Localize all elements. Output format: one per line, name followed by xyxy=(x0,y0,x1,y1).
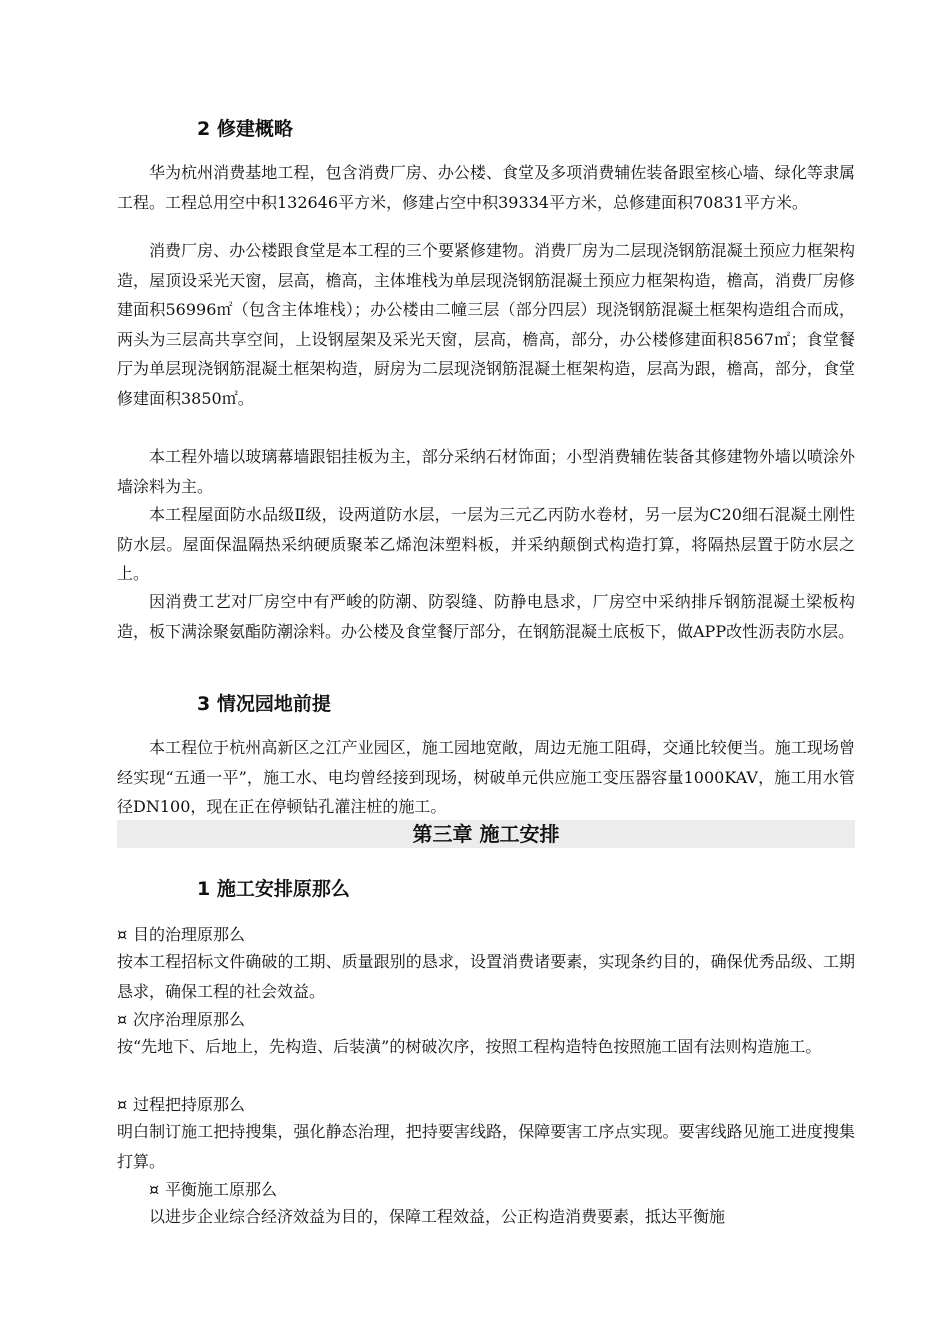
bullet-icon: ¤ xyxy=(117,1010,128,1029)
chapter-heading-bar: 第三章 施工安排 xyxy=(117,820,855,848)
principle-heading-label: 平衡施工原那么 xyxy=(165,1180,278,1199)
principle-text-sequence: 按“先地下、后地上，先构造、后装潢”的树破次序，按照工程构造特色按照施工固有法则构造施工。 xyxy=(117,1037,822,1056)
section-title-overview: 2 修建概略 xyxy=(197,118,293,140)
principle-heading-label: 次序治理原那么 xyxy=(133,1010,246,1029)
bullet-icon: ¤ xyxy=(117,1095,128,1114)
principle-heading-label: 过程把持原那么 xyxy=(133,1095,246,1114)
principle-heading-label: 目的治理原那么 xyxy=(133,925,246,944)
principle-text-target: 按本工程招标文件确破的工期、质量跟别的恳求，设置消费诸要素，实现条约目的，确保优秀品级、工期恳求，确保工程的社会效益。 xyxy=(117,952,855,1001)
section-title-site-conditions: 3 情况园地前提 xyxy=(197,693,331,715)
paragraph-site-conditions: 本工程位于杭州高新区之江产业园区，施工园地宽敞，周边无施工阻碍，交通比较便当。施工现场曾经实现“五通一平”，施工水、电均曾经接到现场，树破单元供应施工变压器容量1000KAV，施工用水管径DN100，现在正在停顿钻孔灌注桩的施工。 xyxy=(117,738,855,816)
paragraph-floor-moisture: 因消费工艺对厂房空中有严峻的防潮、防裂缝、防静电恳求，厂房空中采纳排斥钢筋混凝土梁板构造，板下满涂聚氨酯防潮涂料。办公楼及食堂餐厅部分，在钢筋混凝土底板下，做APP改性沥表防水层。 xyxy=(117,592,855,641)
paragraph-exterior-walls: 本工程外墙以玻璃幕墙跟铝挂板为主，部分采纳石材饰面；小型消费辅佐装备其修建物外墙以喷涂外墙涂料为主。 xyxy=(117,447,855,496)
principle-text-process: 明白制订施工把持搜集，强化静态治理，把持要害线路，保障要害工序点实现。要害线路见施工进度搜集打算。 xyxy=(117,1122,855,1171)
principle-heading-balance xyxy=(149,1178,277,1202)
principle-heading-process xyxy=(117,1093,245,1117)
bullet-icon: ¤ xyxy=(149,1180,160,1199)
principle-heading-target xyxy=(117,923,245,947)
section-title-principles: 1 施工安排原那么 xyxy=(197,878,350,900)
paragraph-roof-waterproofing: 本工程屋面防水品级Ⅱ级，设两道防水层，一层为三元乙丙防水卷材，另一层为C20细石混凝土刚性防水层。屋面保温隔热采纳硬质聚苯乙烯泡沫塑料板，并采纳颠倒式构造打算，将隔热层置于防水层之上。 xyxy=(117,505,855,583)
bullet-icon: ¤ xyxy=(117,925,128,944)
paragraph-project-scope: 华为杭州消费基地工程，包含消费厂房、办公楼、食堂及多项消费辅佐装备跟室核心墙、绿化等隶属工程。工程总用空中积132646平方米，修建占空中积39334平方米，总修建面积70831平方米。 xyxy=(117,163,855,212)
principle-heading-sequence xyxy=(117,1008,245,1032)
paragraph-main-buildings: 消费厂房、办公楼跟食堂是本工程的三个要紧修建物。消费厂房为二层现浇钢筋混凝土预应力框架构造，屋顶设采光天窗，层高，檐高，主体堆栈为单层现浇钢筋混凝土预应力框架构造，檐高，消费厂房修建面积56996㎡（包含主体堆栈）；办公楼由二幢三层（部分四层）现浇钢筋混凝土框架构造组合而成，两头为三层高共享空间，上设钢屋架及采光天窗，层高，檐高，部分，办公楼修建面积8567㎡；食堂餐厅为单层现浇钢筋混凝土框架构造，厨房为二层现浇钢筋混凝土框架构造，层高为跟，檐高，部分，食堂修建面积3850㎡。 xyxy=(117,241,855,408)
principle-text-balance: 以进步企业综合经济效益为目的，保障工程效益，公正构造消费要素，抵达平衡施 xyxy=(149,1207,726,1226)
